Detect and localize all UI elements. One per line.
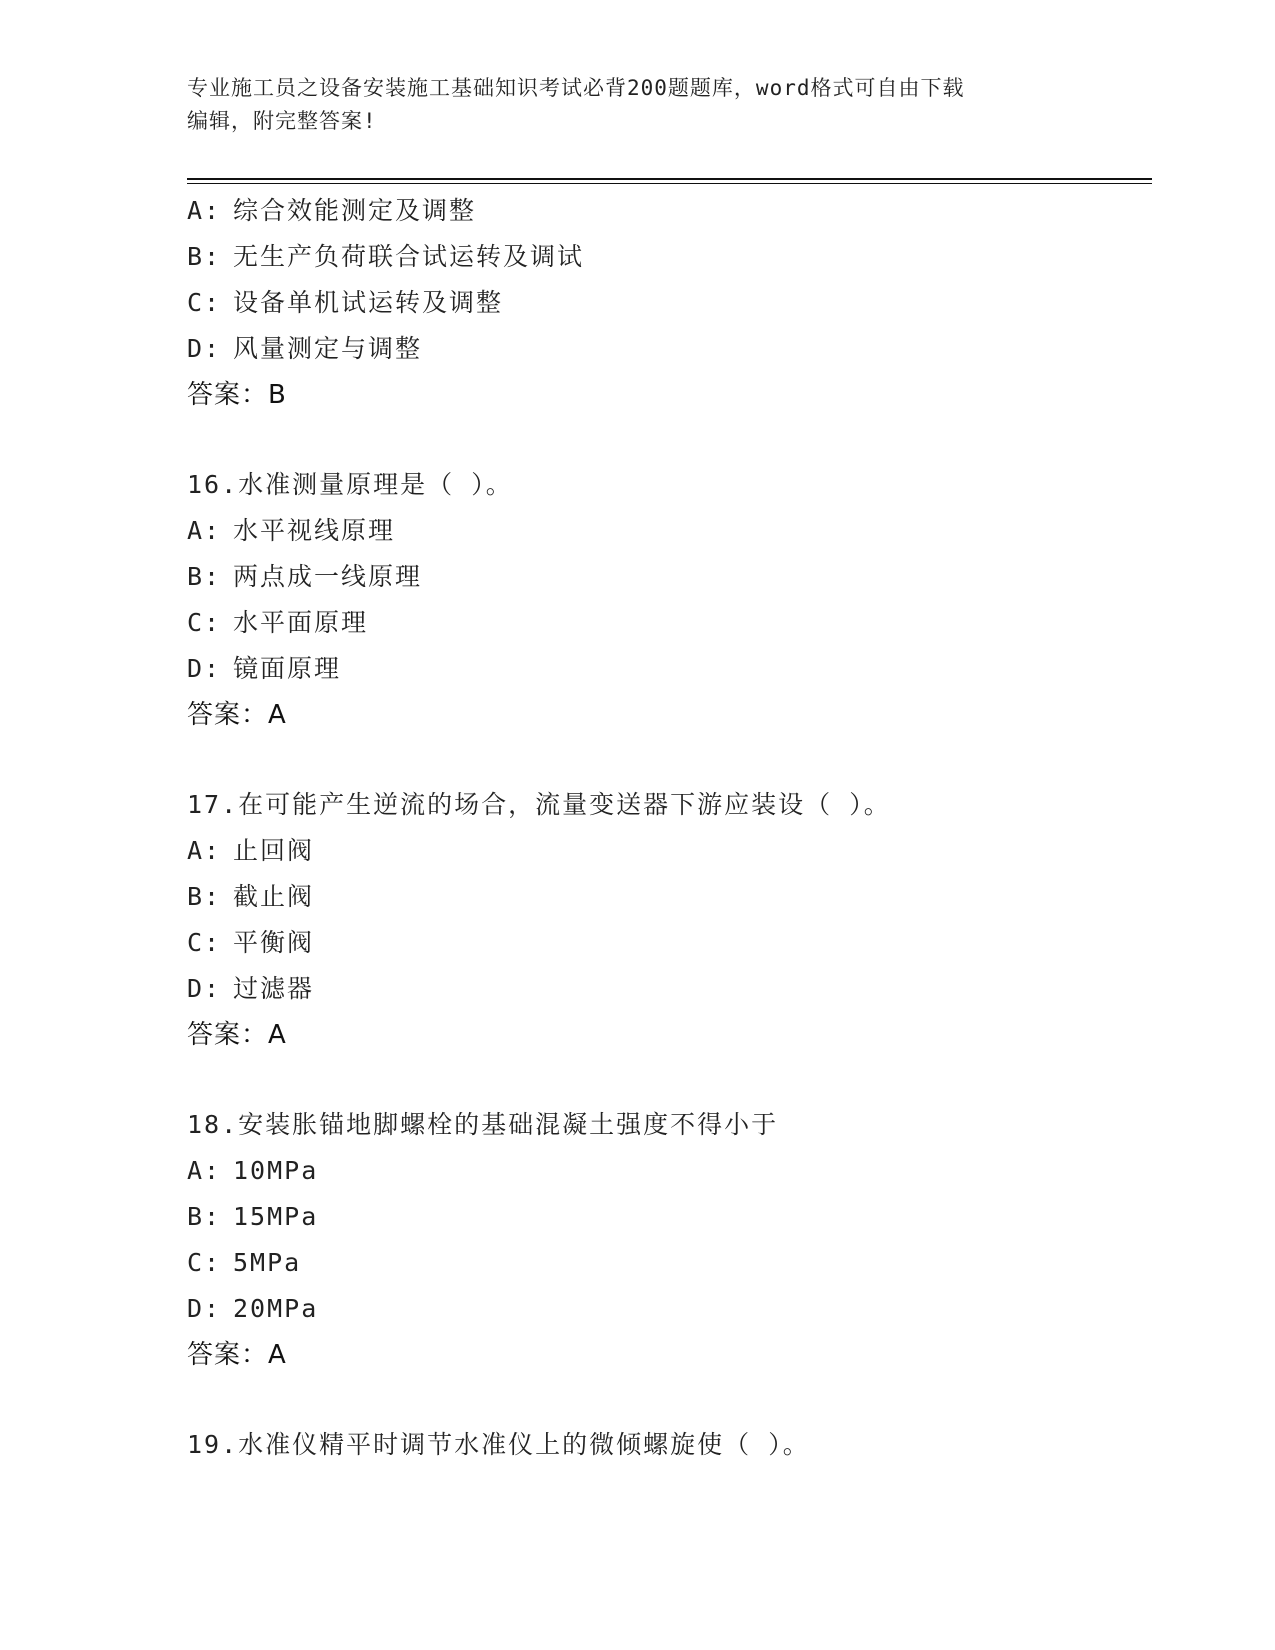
option-d: D: 风量测定与调整 [187, 334, 423, 363]
option-a: A: 水平视线原理 [187, 516, 396, 545]
question-text: 19.水准仪精平时调节水准仪上的微倾螺旋使（ ）。 [187, 1430, 810, 1459]
answer-line: 答案：A [187, 700, 287, 730]
option-b: B: 无生产负荷联合试运转及调试 [187, 242, 585, 271]
question-text: 16.水准测量原理是（ ）。 [187, 470, 513, 499]
option-a: A: 10MPa [187, 1156, 319, 1185]
answer-line: 答案：A [187, 1020, 287, 1050]
question-block-17 [187, 782, 1152, 1058]
option-a: A: 止回阀 [187, 836, 315, 865]
option-c: C: 设备单机试运转及调整 [187, 288, 504, 317]
option-c: C: 水平面原理 [187, 608, 369, 637]
option-a: A: 综合效能测定及调整 [187, 196, 477, 225]
header-rule-thick [187, 178, 1152, 180]
option-d: D: 镜面原理 [187, 654, 342, 683]
option-b: B: 截止阀 [187, 882, 315, 911]
question-text: 18.安装胀锚地脚螺栓的基础混凝土强度不得小于 [187, 1110, 779, 1139]
question-block-16 [187, 462, 1152, 738]
option-c: C: 5MPa [187, 1248, 302, 1277]
option-b: B: 15MPa [187, 1202, 319, 1231]
document-header [187, 72, 1087, 138]
option-b: B: 两点成一线原理 [187, 562, 423, 591]
header-line-2: 编辑，附完整答案! [187, 109, 377, 133]
answer-line: 答案：B [187, 380, 287, 410]
option-d: D: 20MPa [187, 1294, 319, 1323]
header-rule-thin [187, 183, 1152, 184]
question-block-19 [187, 1422, 1152, 1468]
question-block-15 [187, 188, 1152, 418]
question-text: 17.在可能产生逆流的场合，流量变送器下游应装设（ ）。 [187, 790, 891, 819]
option-d: D: 过滤器 [187, 974, 315, 1003]
answer-line: 答案：A [187, 1340, 287, 1370]
question-content [187, 188, 1152, 1468]
header-line-1: 专业施工员之设备安装施工基础知识考试必背200题题库，word格式可自由下载 [187, 76, 965, 100]
question-block-18 [187, 1102, 1152, 1378]
option-c: C: 平衡阀 [187, 928, 315, 957]
